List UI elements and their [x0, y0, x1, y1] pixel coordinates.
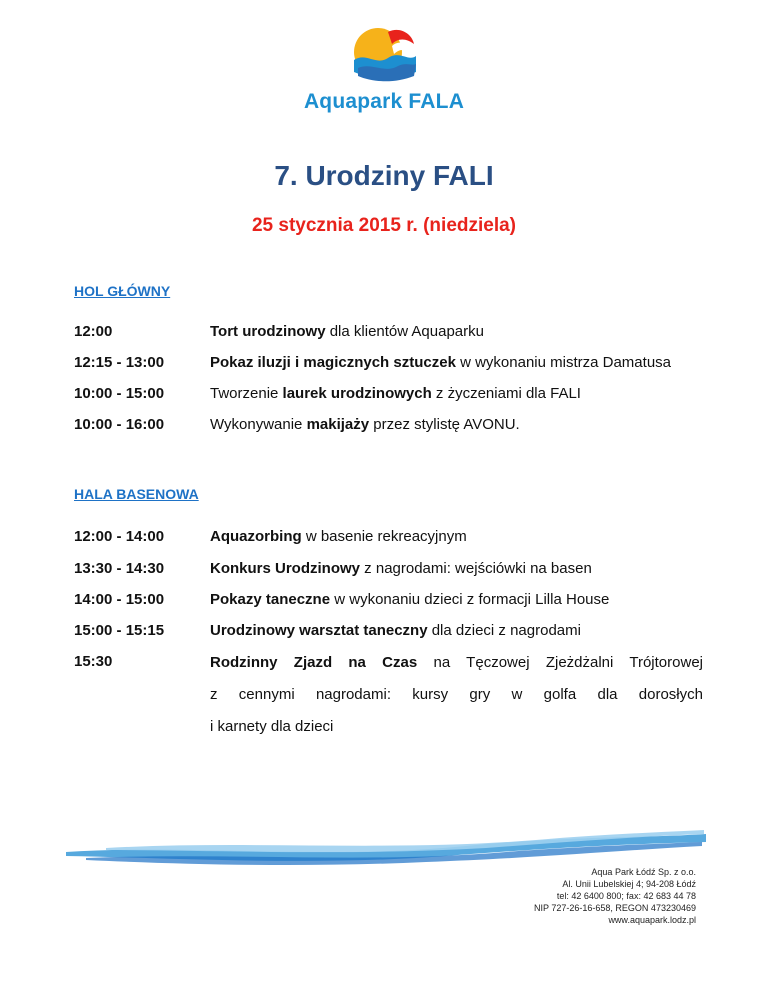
brand-name: Aquapark FALA [303, 90, 465, 113]
aquapark-logo [0, 22, 768, 114]
row-highlight: laurek urodzinowych [282, 385, 432, 402]
row-rest: w wykonaniu dzieci z formacji Lilla House [330, 591, 610, 608]
row-description [210, 385, 703, 402]
row-rest: z życzeniami dla FALI [431, 385, 581, 402]
row-pre: Wykonywanie [210, 416, 307, 433]
footer-phone: tel: 42 6400 800; fax: 42 683 44 78 [556, 891, 696, 901]
wave-sun-logo-icon [348, 22, 420, 86]
row-rest: w wykonaniu mistrza Damatusa [455, 354, 671, 371]
row-highlight: Konkurs Urodzinowy [210, 560, 361, 577]
row-description [210, 653, 703, 749]
row-time: 10:00 - 16:00 [74, 416, 165, 433]
row-line-2: z cennymi nagrodami: kursy gry w golfa dla dorosłych [210, 686, 703, 703]
row-time: 15:00 - 15:15 [74, 622, 165, 639]
row-time: 10:00 - 15:00 [74, 385, 165, 402]
footer-contact [534, 866, 696, 926]
footer-company: Aqua Park Łódź Sp. z o.o. [591, 867, 696, 877]
event-date: 25 stycznia 2015 r. (niedziela) [251, 215, 517, 236]
section-title-hala-basenowa: HALA BASENOWA [74, 486, 199, 502]
row-time: 12:00 - 14:00 [74, 528, 165, 545]
section-title-hol-glowny: HOL GŁÓWNY [74, 283, 171, 299]
row-time: 12:00 [74, 323, 113, 340]
row-highlight: makijaży [306, 416, 370, 433]
row-description [210, 416, 703, 433]
row-time: 12:15 - 13:00 [74, 354, 165, 371]
row-time: 13:30 - 14:30 [74, 560, 165, 577]
footer-wave-decoration [66, 830, 706, 870]
row-pre: Tworzenie [210, 385, 283, 402]
row-description [210, 591, 703, 608]
row-rest: dla klientów Aquaparku [325, 323, 484, 340]
footer-website[interactable]: www.aquapark.lodz.pl [608, 915, 696, 925]
row-highlight: Tort urodzinowy [210, 323, 326, 340]
row-highlight: Rodzinny Zjazd na Czas [210, 654, 418, 671]
row-description [210, 323, 703, 340]
footer-ids: NIP 727-26-16-658, REGON 473230469 [534, 903, 696, 913]
row-highlight: Aquazorbing [210, 528, 302, 545]
row-highlight: Pokazy taneczne [210, 591, 331, 608]
row-time: 15:30 [74, 653, 113, 670]
row-rest: z nagrodami: wejściówki na basen [360, 560, 592, 577]
row-description [210, 354, 703, 371]
row-rest: w basenie rekreacyjnym [301, 528, 467, 545]
footer-address: Al. Unii Lubelskiej 4; 94-208 Łódź [562, 879, 696, 889]
row-description [210, 528, 703, 545]
row-highlight: Pokaz iluzji i magicznych sztuczek [210, 354, 456, 371]
row-rest: dla dzieci z nagrodami [427, 622, 581, 639]
row-description [210, 560, 703, 577]
row-line-1 [210, 653, 703, 685]
row-rest: na Tęczowej Zjeżdżalni Trójtorowej [417, 654, 703, 671]
row-rest: przez stylistę AVONU. [369, 416, 520, 433]
page-title: 7. Urodziny FALI [274, 160, 494, 191]
row-description [210, 622, 703, 639]
row-line-3: i karnety dla dzieci [210, 718, 334, 735]
row-highlight: Urodzinowy warsztat taneczny [210, 622, 428, 639]
row-time: 14:00 - 15:00 [74, 591, 165, 608]
